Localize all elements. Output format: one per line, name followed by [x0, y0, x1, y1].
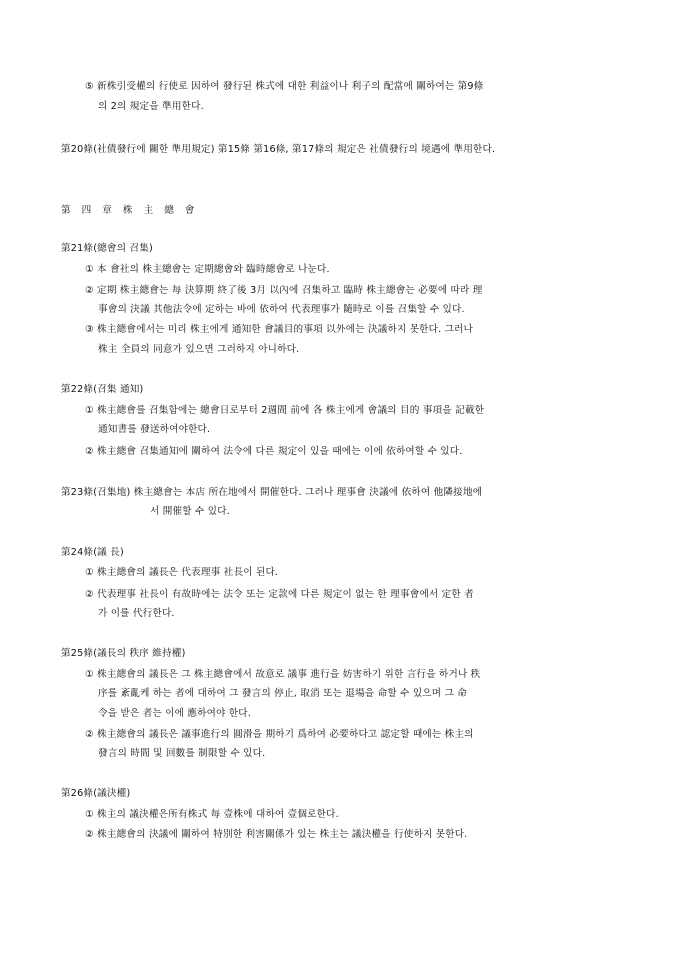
- article-25-item-1-line-1: ① 株主總會의 議長은 그 株主總會에서 故意로 議事 進行을 妨害하기 위한 言行을 하거나 秩: [85, 669, 481, 680]
- article-20-text: 第20條(社債發行에 關한 準用規定) 第15條 第16條, 第17條의 規定은 社債發行의 境遇에 準用한다.: [61, 144, 496, 155]
- article-21-item-3-line-2: 株主 全員의 同意가 있으면 그러하지 아니하다.: [98, 344, 300, 355]
- article-21-item-1: ① 本 會社의 株主總會는 定期總會와 臨時總會로 나눈다.: [85, 264, 330, 275]
- article-19-item-5-line-2: 의 2의 規定을 準用한다.: [98, 101, 204, 112]
- article-25-item-2-line-2: 發言의 時間 및 回數를 制限할 수 있다.: [98, 748, 266, 759]
- article-26-heading: 第26條(議決權): [61, 788, 131, 799]
- article-24-item-2-line-1: ② 代表理事 社長이 有故時에는 法令 또는 定款에 다른 規定이 없는 한 理事會에서 定한 者: [85, 589, 474, 600]
- article-26-item-1: ① 株主의 議決權은所有株式 每 壹株에 대하여 壹個로한다.: [85, 809, 339, 820]
- article-25-item-1-line-3: 令을 받은 者는 이에 應하여야 한다.: [98, 708, 252, 719]
- article-22-item-1-line-1: ① 株主總會를 召集함에는 總會日로부터 2週間 前에 各 株主에게 會議의 目的 事項을 記載한: [85, 405, 485, 416]
- article-21-item-3-line-1: ③ 株主總會에서는 미리 株主에게 通知한 會議目的事項 以外에는 決議하지 못한다. 그러나: [85, 324, 473, 335]
- article-23-line-1: 第23條(召集地) 株主總會는 本店 所在地에서 開催한다. 그러나 理事會 決議에 依하여 他隣接地에: [61, 487, 483, 498]
- article-21-heading: 第21條(總會의 召集): [61, 243, 153, 254]
- article-22-item-2: ② 株主總會 召集通知에 關하여 法令에 다른 規定이 있을 때에는 이에 依하여할 수 있다.: [85, 446, 463, 457]
- article-19-item-5-line-1: ⑤ 新株引受權의 行使로 因하여 發行된 株式에 대한 利益이나 利子의 配當에 關하여는 第9條: [85, 81, 484, 92]
- article-24-item-2-line-2: 가 이를 代行한다.: [98, 608, 175, 619]
- article-22-item-1-line-2: 通知書를 發送하여야한다.: [98, 424, 211, 435]
- article-21-item-2-line-1: ② 定期 株主總會는 每 決算期 終了後 3月 以內에 召集하고 臨時 株主總會는 必要에 따라 理: [85, 285, 483, 296]
- article-25-heading: 第25條(議長의 秩序 維持權): [61, 648, 186, 659]
- article-23-line-2: 서 開催할 수 있다.: [150, 506, 230, 517]
- chapter-4-title: 第 四 章 株 主 總 會: [61, 205, 199, 216]
- article-24-heading: 第24條(議 長): [61, 547, 124, 558]
- article-26-item-2: ② 株主總會의 決議에 關하여 特別한 利害關係가 있는 株主는 議決權을 行使하지 못한다.: [85, 829, 468, 840]
- article-21-item-2-line-2: 事會의 決議 其他法令에 定하는 바에 依하여 代表理事가 隨時로 이를 召集할 수 있다.: [98, 304, 465, 315]
- article-25-item-1-line-2: 序를 紊亂케 하는 者에 대하여 그 發言의 停止, 取消 또는 退場을 命할 수 있으며 그 命: [98, 688, 467, 699]
- article-25-item-2-line-1: ② 株主總會의 議長은 議事進行의 圓滑을 期하기 爲하여 必要하다고 認定할 때에는 株主의: [85, 729, 474, 740]
- article-24-item-1: ① 株主總會의 議長은 代表理事 社長이 된다.: [85, 567, 279, 578]
- article-22-heading: 第22條(召集 通知): [61, 384, 144, 395]
